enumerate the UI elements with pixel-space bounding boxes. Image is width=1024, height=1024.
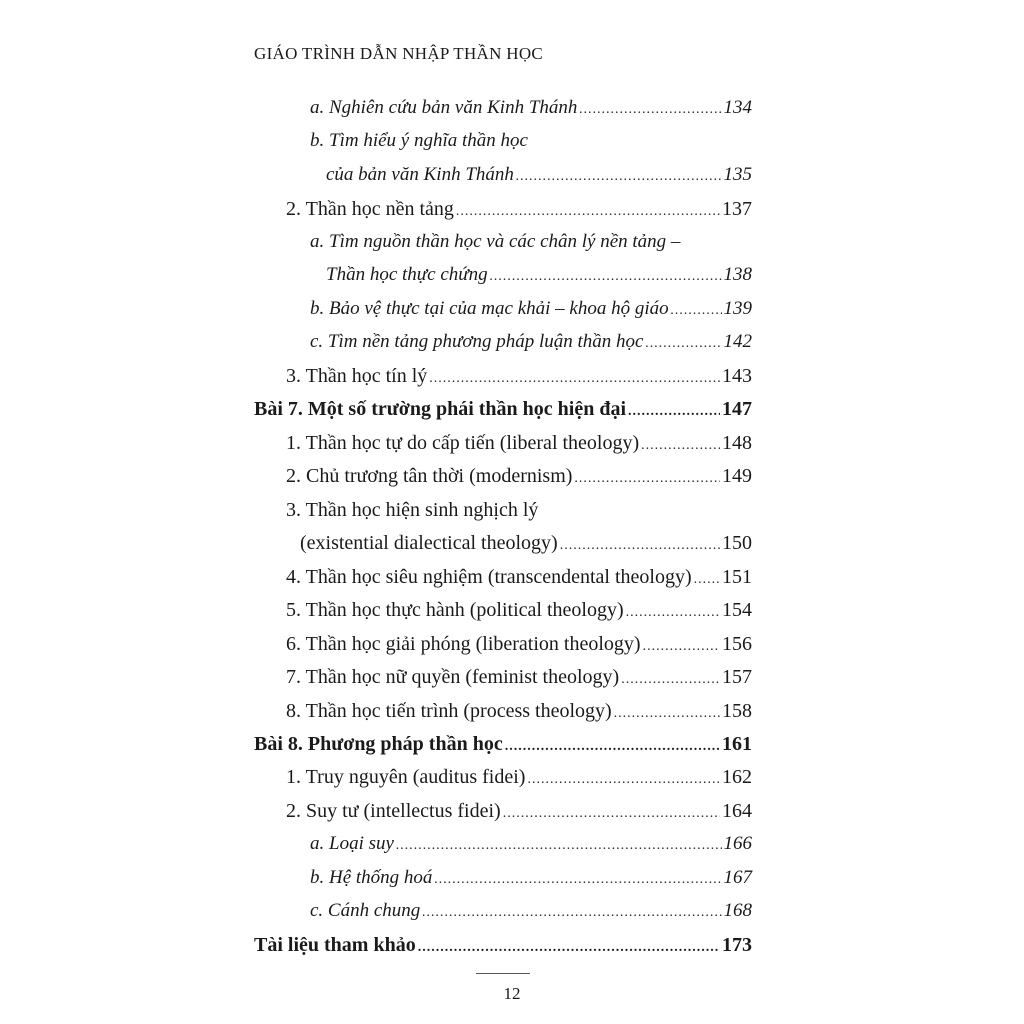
- toc-entry: [310, 330, 752, 356]
- footer-divider: [476, 973, 530, 974]
- toc-entry: [310, 832, 752, 858]
- dot-leader: [626, 601, 720, 625]
- toc-entry-page: 149: [722, 465, 752, 487]
- toc-entry-label: của bản văn Kinh Thánh: [326, 164, 514, 185]
- toc-chapter: [254, 732, 752, 759]
- toc-entry: [286, 765, 752, 792]
- running-header: GIÁO TRÌNH DẪN NHẬP THẦN HỌC: [254, 44, 544, 63]
- toc-entry-page: 135: [723, 164, 752, 185]
- toc-entry-label: 5. Thần học thực hành (political theology): [286, 599, 624, 621]
- toc-entry-page: 173: [722, 934, 752, 956]
- toc-entry-label: 1. Thần học tự do cấp tiến (liberal theology): [286, 432, 640, 454]
- toc-entry-label: 2. Chủ trương tân thời (modernism): [286, 465, 573, 487]
- toc-entry-label: c. Tìm nền tảng phương pháp luận thần học: [310, 331, 644, 352]
- toc-entry-label: 2. Suy tư (intellectus fidei): [286, 800, 501, 822]
- dot-leader: [628, 400, 720, 424]
- dot-leader: [456, 200, 720, 224]
- toc-entry-page: 168: [723, 900, 752, 921]
- toc-entry: [286, 665, 752, 692]
- toc-entry-line: b. Tìm hiểu ý nghĩa thần học: [310, 130, 528, 151]
- toc-entry-line: a. Tìm nguồn thần học và các chân lý nền tảng –: [310, 231, 681, 252]
- dot-leader: [614, 702, 720, 726]
- toc-entry-label: 2. Thần học nền tảng: [286, 198, 454, 220]
- dot-leader: [574, 467, 720, 491]
- toc-entry-label: a. Loại suy: [310, 833, 394, 854]
- toc-entry-page: 158: [722, 700, 752, 722]
- toc-entry-label: 1. Truy nguyên (auditus fidei): [286, 766, 526, 788]
- toc-entry-label: Thần học thực chứng: [326, 264, 488, 285]
- dot-leader: [643, 635, 720, 659]
- dot-leader: [422, 901, 721, 925]
- dot-leader: [429, 367, 720, 391]
- toc-entry-label: Bài 8. Phương pháp thần học: [254, 733, 503, 755]
- toc-entry-page: 147: [722, 398, 752, 420]
- toc-entry-page: 134: [723, 97, 752, 118]
- toc-entry-page: 167: [723, 867, 752, 888]
- dot-leader: [490, 265, 722, 289]
- toc-entry: [326, 163, 752, 189]
- toc-entry: [286, 699, 752, 726]
- toc-entry: [286, 565, 752, 592]
- toc-chapter: [254, 933, 752, 960]
- dot-leader: [560, 534, 720, 558]
- toc-entry-page: 156: [722, 633, 752, 655]
- toc-entry-page: 150: [722, 532, 752, 554]
- toc-entry-page: 157: [722, 666, 752, 688]
- toc-entry: [286, 799, 752, 826]
- toc-entry-page: 142: [723, 331, 752, 352]
- toc-entry-page: 143: [722, 365, 752, 387]
- dot-leader: [641, 434, 720, 458]
- dot-leader: [396, 834, 722, 858]
- toc-entry-label: Tài liệu tham khảo: [254, 934, 416, 956]
- toc-entry-page: 148: [722, 432, 752, 454]
- toc-entry-label: 3. Thần học tín lý: [286, 365, 428, 387]
- dot-leader: [527, 768, 720, 792]
- toc-entry-page: 151: [722, 566, 752, 588]
- dot-leader: [579, 98, 721, 122]
- toc-entry-page: 154: [722, 599, 752, 621]
- toc-entry: [286, 197, 752, 224]
- toc-entry: [326, 263, 752, 289]
- toc-entry-page: 161: [722, 733, 752, 755]
- toc-entry-label: (existential dialectical theology): [300, 532, 558, 554]
- toc-entry-label: b. Hệ thống hoá: [310, 867, 433, 888]
- toc-entry: [310, 899, 752, 925]
- toc-entry-label: 7. Thần học nữ quyền (feminist theology): [286, 666, 620, 688]
- dot-leader: [516, 165, 722, 189]
- toc-entry-label: b. Bảo vệ thực tại của mạc khải – khoa hộ giáo: [310, 298, 669, 319]
- dot-leader: [694, 568, 720, 592]
- dot-leader: [621, 668, 720, 692]
- toc-entry-label: 4. Thần học siêu nghiệm (transcendental theology): [286, 566, 692, 588]
- toc-entry: [300, 531, 752, 558]
- toc-entry-page: 139: [723, 298, 752, 319]
- toc-entry: [286, 364, 752, 391]
- toc-entry: [310, 297, 752, 323]
- toc-entry: [286, 598, 752, 625]
- toc-entry-page: 164: [722, 800, 752, 822]
- toc-entry-label: 6. Thần học giải phóng (liberation theology): [286, 633, 641, 655]
- dot-leader: [671, 299, 722, 323]
- toc-chapter: [254, 397, 752, 424]
- toc-entry-label: c. Cánh chung: [310, 900, 421, 921]
- toc-entry-label: a. Nghiên cứu bản văn Kinh Thánh: [310, 97, 578, 118]
- dot-leader: [503, 802, 720, 826]
- dot-leader: [418, 936, 720, 960]
- dot-leader: [645, 332, 721, 356]
- toc-entry-page: 162: [722, 766, 752, 788]
- toc-entry-page: 166: [723, 833, 752, 854]
- page-number: 12: [503, 984, 521, 1003]
- toc-entry-page: 138: [723, 264, 752, 285]
- toc-entry-label: 8. Thần học tiến trình (process theology): [286, 700, 612, 722]
- toc-entry-line: 3. Thần học hiện sinh nghịch lý: [286, 499, 539, 521]
- toc-entry: [286, 632, 752, 659]
- toc-entry-label: Bài 7. Một số trường phái thần học hiện đại: [254, 398, 627, 420]
- toc-entry: [286, 431, 752, 458]
- toc-entry: [286, 464, 752, 491]
- dot-leader: [434, 868, 721, 892]
- dot-leader: [505, 735, 720, 759]
- toc-entry-page: 137: [722, 198, 752, 220]
- toc-entry: [310, 866, 752, 892]
- toc-entry: [310, 96, 752, 122]
